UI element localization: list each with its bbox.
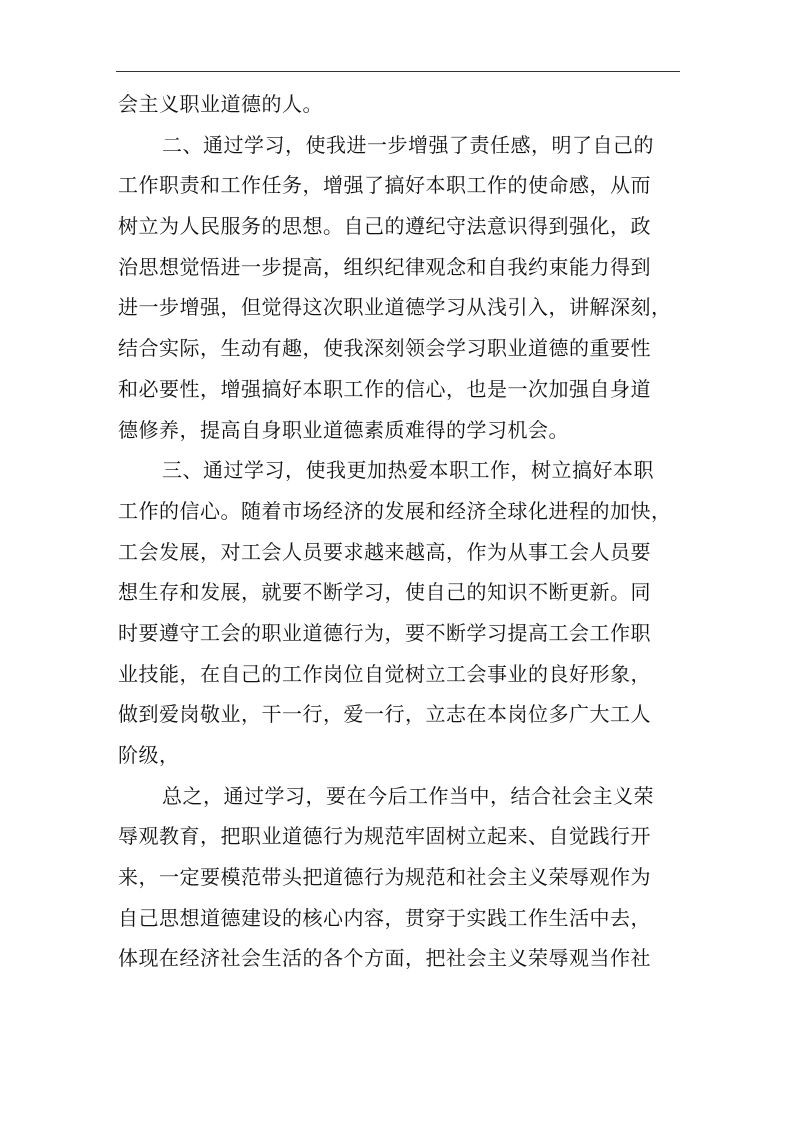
text-line: 工会发展，对工会人员要求越来越高，作为从事工会人员要 bbox=[118, 539, 651, 564]
text-line: 进一步增强，但觉得这次职业道德学习从浅引入，讲解深刻， bbox=[118, 295, 672, 320]
text-line: 会主义职业道德的人。 bbox=[118, 92, 323, 116]
text-line: 树立为人民服务的思想。自己的遵纪守法意识得到强化，政 bbox=[118, 214, 651, 239]
text-line: 德修养，提高自身职业道德素质难得的学习机会。 bbox=[118, 417, 569, 442]
text-line: 业技能，在自己的工作岗位自觉树立工会事业的良好形象， bbox=[118, 661, 651, 686]
header-rule bbox=[116, 71, 680, 72]
text-line: 和必要性，增强搞好本职工作的信心，也是一次加强自身道 bbox=[118, 376, 651, 401]
text-line: 工作的信心。随着市场经济的发展和经济全球化进程的加快， bbox=[118, 498, 672, 523]
paragraph-start-line: 二、通过学习，使我进一步增强了责任感，明了自己的 bbox=[162, 132, 654, 157]
text-line: 自己思想道德建设的核心内容，贯穿于实践工作生活中去， bbox=[118, 905, 651, 930]
text-line: 工作职责和工作任务，增强了搞好本职工作的使命感，从而 bbox=[118, 173, 651, 198]
text-line: 阶级， bbox=[118, 743, 180, 767]
paragraph-start-line: 三、通过学习，使我更加热爱本职工作，树立搞好本职 bbox=[162, 458, 654, 483]
text-line: 做到爱岗敬业，干一行，爱一行，立志在本岗位多广大工人 bbox=[118, 702, 651, 727]
text-line: 结合实际，生动有趣，使我深刻领会学习职业道德的重要性 bbox=[118, 336, 651, 361]
text-line: 想生存和发展，就要不断学习，使自己的知识不断更新。同 bbox=[118, 580, 651, 605]
text-line: 治思想觉悟进一步提高，组织纪律观念和自我约束能力得到 bbox=[118, 254, 651, 279]
text-line: 辱观教育，把职业道德行为规范牢固树立起来、自觉践行开 bbox=[118, 824, 651, 849]
text-line: 体现在经济社会生活的各个方面，把社会主义荣辱观当作社 bbox=[118, 946, 651, 971]
text-line: 时要遵守工会的职业道德行为，要不断学习提高工会工作职 bbox=[118, 620, 651, 645]
text-line: 来，一定要模范带头把道德行为规范和社会主义荣辱观作为 bbox=[118, 865, 651, 890]
body-text bbox=[118, 84, 678, 979]
paragraph-start-line: 总之，通过学习，要在今后工作当中，结合社会主义荣 bbox=[162, 783, 654, 808]
